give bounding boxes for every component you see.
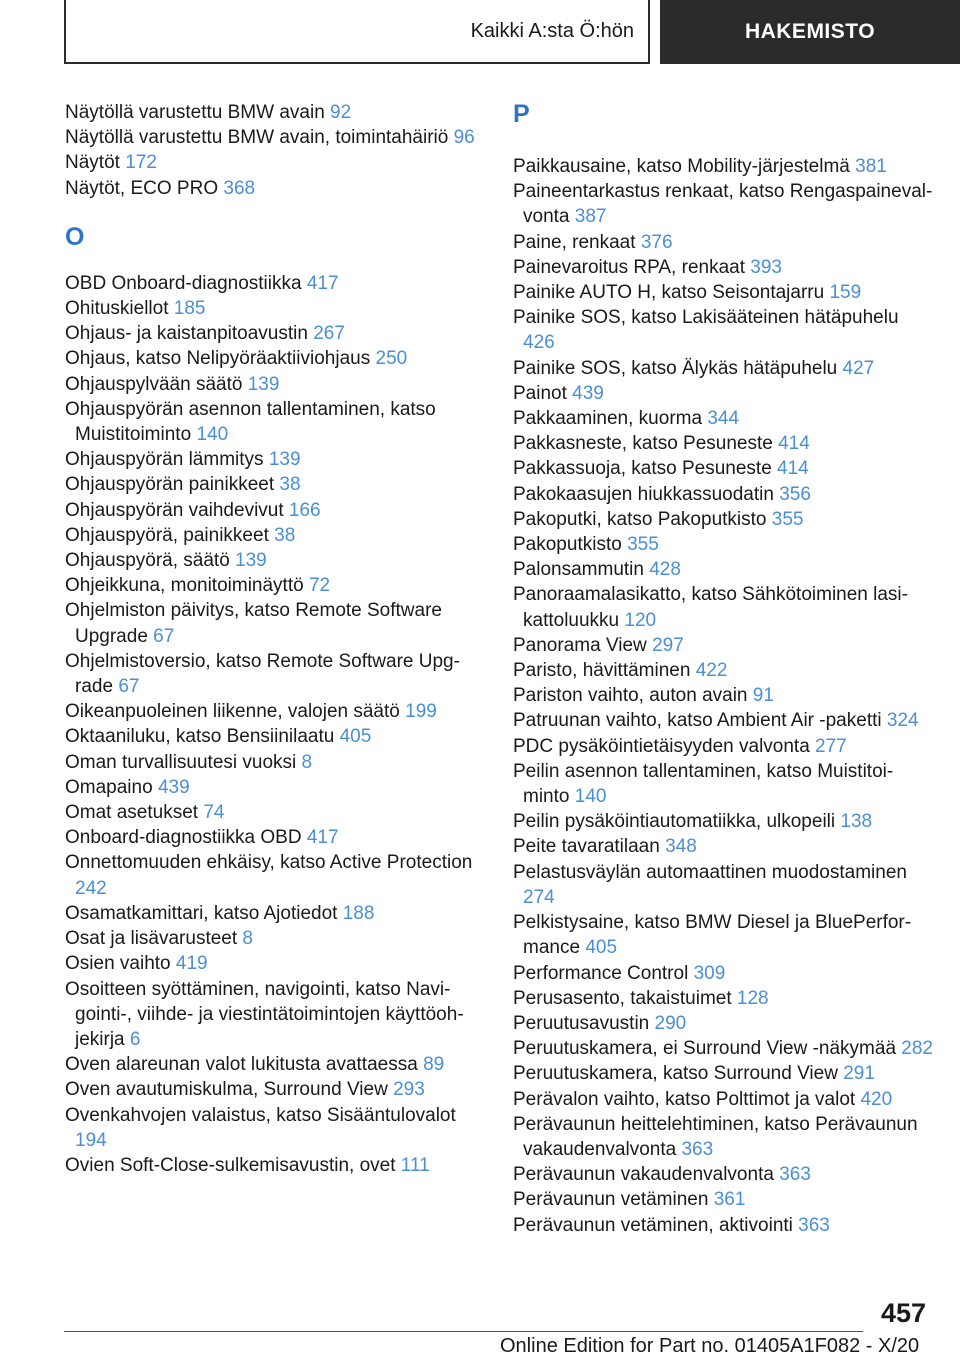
index-entry — [513, 154, 933, 179]
index-entry-text: Palonsammutin — [513, 559, 644, 581]
page-reference-link[interactable]: 91 — [752, 685, 774, 707]
index-entry — [65, 1153, 475, 1178]
page-reference-link[interactable]: 96 — [453, 127, 475, 149]
page-reference-link[interactable]: 139 — [268, 449, 301, 471]
page-reference-link[interactable]: 242 — [75, 877, 107, 899]
index-entry-text: Panorama View — [513, 634, 647, 656]
page-reference-link[interactable]: 355 — [771, 508, 804, 530]
index-group-n-continued — [65, 100, 475, 201]
index-entry-text: Onnettomuuden ehkäisy, katso Active Protection — [65, 852, 473, 874]
index-entry-text: Panoraamalasikatto, katso Sähkötoiminen lasikattoluukku — [513, 584, 908, 631]
page-reference-link[interactable]: 344 — [707, 408, 740, 430]
index-entry — [513, 1036, 933, 1061]
index-entry-text: Paine, renkaat — [513, 231, 636, 253]
index-column-right — [513, 100, 933, 1238]
index-entry-text: Ovenkahvojen valaistus, katso Sisääntulovalot — [65, 1104, 456, 1126]
index-entry — [513, 1112, 933, 1162]
index-entry-text: Performance Control — [513, 962, 689, 984]
index-entry-text: Painike SOS, katso Älykäs hätäpuhelu — [513, 357, 838, 379]
page-reference-link[interactable]: 120 — [624, 609, 657, 631]
page-reference-link[interactable]: 414 — [778, 433, 810, 455]
index-entry — [65, 346, 475, 371]
page-reference-link[interactable]: 140 — [574, 786, 607, 808]
page-reference-link[interactable]: 74 — [203, 802, 225, 824]
index-entry — [65, 649, 475, 699]
index-entry — [513, 507, 933, 532]
page-reference-link[interactable]: 309 — [693, 962, 726, 984]
index-entry-text: Painevaroitus RPA, renkaat — [513, 256, 745, 278]
index-entry-text: Paristo, hävittäminen — [513, 660, 691, 682]
page-reference-link[interactable]: 138 — [840, 811, 873, 833]
index-entry — [513, 406, 933, 431]
index-entry — [65, 472, 475, 497]
page-reference-link[interactable]: 420 — [860, 1088, 893, 1110]
page-reference-link[interactable]: 428 — [649, 559, 681, 581]
index-entry-text: Näytöt — [65, 152, 120, 174]
page-reference-link[interactable]: 368 — [223, 177, 256, 199]
index-entry-text: Patruunan vaihto, katso Ambient Air -paketti — [513, 710, 882, 732]
index-entry — [65, 296, 475, 321]
index-entry-text: Pakkaaminen, kuorma — [513, 408, 703, 430]
page-reference-link[interactable]: 293 — [393, 1079, 425, 1101]
index-entry-text: Ohjauspyörä, säätö — [65, 550, 230, 572]
page-reference-link[interactable]: 38 — [279, 474, 301, 496]
page-reference-link[interactable]: 297 — [652, 634, 684, 656]
index-entry-text: Pakoputki, katso Pakoputkisto — [513, 508, 767, 530]
page-reference-link[interactable]: 417 — [306, 272, 339, 294]
page-reference-link[interactable]: 439 — [572, 382, 604, 404]
section-letter-p: P — [513, 100, 530, 129]
index-entry-text: Omapaino — [65, 776, 153, 798]
index-entry-text: Pakkassuoja, katso Pesuneste — [513, 458, 772, 480]
index-entry — [513, 1187, 933, 1212]
index-entry-text: Ovien Soft-Close-sulkemisavustin, ovet — [65, 1154, 396, 1176]
index-entry — [513, 986, 933, 1011]
index-entry — [65, 498, 475, 523]
index-entry — [513, 683, 933, 708]
breadcrumb-tab[interactable] — [64, 0, 650, 64]
index-entry-text: Näytöt, ECO PRO — [65, 177, 219, 199]
index-entry-text: Ohjaus- ja kaistanpitoavustin — [65, 323, 308, 345]
index-entry — [513, 280, 933, 305]
page-reference-link[interactable]: 387 — [574, 206, 607, 228]
page-reference-link[interactable]: 250 — [375, 348, 408, 370]
page-reference-link[interactable]: 355 — [627, 534, 659, 556]
index-entry-text: Osat ja lisävarusteet — [65, 928, 238, 950]
page-reference-link[interactable]: 111 — [400, 1154, 430, 1176]
index-entry — [513, 1061, 933, 1086]
page-reference-link[interactable]: 422 — [695, 660, 728, 682]
index-entry — [513, 734, 933, 759]
index-entry-text: Ohjauspyörä, painikkeet — [65, 524, 269, 546]
page-reference-link[interactable]: 72 — [308, 575, 331, 597]
page-reference-link[interactable]: 194 — [75, 1129, 107, 1151]
page-reference-link[interactable]: 439 — [157, 776, 190, 798]
page-reference-link[interactable]: 274 — [523, 886, 555, 908]
index-entry — [65, 125, 475, 150]
index-entry-text: Oikeanpuoleinen liikenne, valojen säätö — [65, 701, 400, 723]
index-entry-text: Pakokaasujen hiukkassuodatin — [513, 483, 774, 505]
index-entry-text: Osoitteen syöttäminen, navigointi, katso Navigointi-, viihde- ja viestintätoimintojen käyttöohjekirja — [65, 978, 464, 1050]
index-entry — [513, 860, 933, 910]
index-entry-text: Oman turvallisuutesi vuoksi — [65, 751, 297, 773]
index-entry — [513, 356, 933, 381]
index-entry — [513, 582, 933, 632]
index-entry — [513, 961, 933, 986]
index-entry — [513, 658, 933, 683]
index-entry-text: Perävalon vaihto, katso Polttimot ja valot — [513, 1088, 856, 1110]
index-entry — [513, 1213, 933, 1238]
index-entry-text: Peilin asennon tallentaminen, katso Muistitoiminto — [513, 760, 894, 808]
page-reference-link[interactable]: 8 — [301, 751, 313, 773]
index-group-p — [513, 154, 933, 1238]
index-entry — [513, 1087, 933, 1112]
breadcrumb-label: Kaikki A:sta Ö:hön — [470, 19, 634, 42]
page-header — [0, 0, 960, 66]
index-column-left — [65, 100, 475, 1178]
index-entry — [65, 548, 475, 573]
index-entry — [65, 271, 475, 296]
page-reference-link[interactable]: 6 — [129, 1028, 141, 1050]
index-entry-text: Ohjaus, katso Nelipyöräaktiiviohjaus — [65, 348, 371, 370]
index-entry — [65, 724, 475, 749]
index-entry — [513, 834, 933, 859]
index-entry — [65, 850, 475, 900]
page-reference-link[interactable]: 361 — [713, 1189, 746, 1211]
index-entry — [513, 230, 933, 255]
page-reference-link[interactable]: 67 — [118, 676, 140, 698]
index-entry — [513, 431, 933, 456]
index-entry-text: Peruutuskamera, ei Surround View -näkymää — [513, 1038, 897, 1060]
index-entry-text: Ohjauspyörän asennon tallentaminen, katso Muistitoiminto — [65, 398, 436, 446]
index-entry-text: Painot — [513, 382, 567, 404]
index-entry — [513, 1162, 933, 1187]
page-reference-link[interactable]: 92 — [330, 102, 352, 123]
index-entry-text: Ohjeikkuna, monitoiminäyttö — [65, 575, 304, 597]
index-entry-text: Pelkistysaine, katso BMW Diesel ja BluePerformance — [513, 912, 912, 959]
page-reference-link[interactable]: 363 — [798, 1214, 830, 1236]
page-reference-link[interactable]: 405 — [585, 937, 618, 959]
index-entry — [65, 699, 475, 724]
index-entry — [65, 598, 475, 648]
index-entry — [65, 951, 475, 976]
index-entry — [513, 179, 933, 229]
page-number: 457 — [880, 1298, 926, 1328]
index-entry-text: Ohjelmiston päivitys, katso Remote Software Upgrade — [65, 600, 442, 647]
edition-footer: Online Edition for Part no. 01405A1F082 - X/20 — [500, 1335, 920, 1357]
index-entry-text: Ohjauspylvään säätö — [65, 373, 243, 395]
index-entry — [513, 708, 933, 733]
index-entry-text: OBD Onboard-diagnostiikka — [65, 272, 302, 294]
index-entry — [513, 305, 933, 355]
index-entry-text: Pelastusväylän automaattinen muodostaminen — [513, 861, 907, 883]
index-entry — [65, 1052, 475, 1077]
index-entry — [65, 977, 475, 1053]
section-letter-o: O — [65, 223, 85, 252]
page-reference-link[interactable]: 128 — [736, 987, 769, 1009]
page-reference-link[interactable]: 363 — [681, 1138, 714, 1160]
page-reference-link[interactable]: 291 — [843, 1063, 875, 1085]
footer-divider — [64, 1331, 863, 1332]
page-reference-link[interactable]: 417 — [306, 827, 339, 849]
page-reference-link[interactable]: 348 — [665, 836, 697, 858]
index-entry-text: Pariston vaihto, auton avain — [513, 685, 748, 707]
index-entry — [513, 532, 933, 557]
index-entry — [65, 397, 475, 447]
index-entry — [513, 759, 933, 809]
index-entry-text: Paineentarkastus renkaat, katso Rengaspainevalvonta — [513, 181, 933, 228]
index-entry — [513, 482, 933, 507]
index-entry-text: Ohjauspyörän vaihdevivut — [65, 499, 284, 521]
index-entry-text: Oven alareunan valot lukitusta avattaessa — [65, 1054, 418, 1076]
page-reference-link[interactable]: 140 — [196, 424, 229, 446]
index-entry — [513, 633, 933, 658]
index-entry-text: Perävaunun vakaudenvalvonta — [513, 1164, 774, 1186]
index-entry — [65, 926, 475, 951]
index-entry-text: Pakoputkisto — [513, 534, 622, 556]
index-entry-text: Osamatkamittari, katso Ajotiedot — [65, 902, 338, 924]
page-reference-link[interactable]: 363 — [779, 1164, 811, 1186]
section-tab[interactable] — [660, 0, 960, 64]
index-entry-text: Ohjauspyörän lämmitys — [65, 449, 264, 471]
index-entry — [513, 456, 933, 481]
index-entry — [65, 825, 475, 850]
page-reference-link[interactable]: 199 — [405, 701, 437, 723]
page-reference-link[interactable]: 166 — [288, 499, 321, 521]
page-reference-link[interactable]: 172 — [125, 152, 157, 174]
index-entry — [513, 557, 933, 582]
index-entry — [65, 523, 475, 548]
page-reference-link[interactable]: 427 — [842, 357, 875, 379]
index-entry-text: Painike SOS, katso Lakisääteinen hätäpuhelu — [513, 307, 899, 329]
index-entry — [65, 1077, 475, 1102]
index-entry — [65, 800, 475, 825]
index-entry — [65, 176, 475, 201]
index-entry-text: Painike AUTO H, katso Seisontajarru — [513, 282, 825, 304]
index-entry — [65, 150, 475, 175]
page-reference-link[interactable]: 267 — [313, 323, 345, 345]
page-reference-link[interactable]: 419 — [175, 953, 208, 975]
page-reference-link[interactable]: 290 — [654, 1012, 687, 1034]
index-entry-text: Oktaaniluku, katso Bensiinilaatu — [65, 726, 335, 748]
page-reference-link[interactable]: 185 — [173, 298, 206, 320]
index-entry-text: Oven avautumiskulma, Surround View — [65, 1079, 388, 1101]
page-reference-link[interactable]: 376 — [640, 231, 673, 253]
page-reference-link[interactable]: 159 — [829, 282, 862, 304]
section-tab-label: HAKEMISTO — [744, 20, 876, 43]
index-entry-text: Osien vaihto — [65, 953, 171, 975]
index-entry-text: Ohjauspyörän painikkeet — [65, 474, 275, 496]
index-entry-text: Ohituskiellot — [65, 298, 169, 320]
index-entry-text: Perävaunun heittelehtiminen, katso Perävaunun vakaudenvalvonta — [513, 1113, 918, 1160]
page-reference-link[interactable]: 8 — [242, 928, 253, 950]
index-entry — [513, 255, 933, 280]
index-entry-text: Perävaunun vetäminen — [513, 1189, 709, 1211]
index-entry-text: Peruutuskamera, katso Surround View — [513, 1063, 838, 1085]
index-entry — [65, 901, 475, 926]
index-entry-text: Paikkausaine, katso Mobility-järjestelmä — [513, 156, 850, 177]
index-entry-text: Näytöllä varustettu BMW avain — [65, 102, 325, 123]
index-entry-text: Peruutusavustin — [513, 1012, 650, 1034]
index-entry — [65, 321, 475, 346]
index-entry — [513, 809, 933, 834]
index-entry-text: Näytöllä varustettu BMW avain, toimintahäiriö — [65, 127, 449, 149]
index-entry — [513, 1011, 933, 1036]
index-entry — [65, 447, 475, 472]
index-entry-text: Peite tavaratilaan — [513, 836, 660, 858]
page-reference-link[interactable]: 188 — [342, 902, 375, 924]
index-entry — [65, 750, 475, 775]
index-entry-text: Perusasento, takaistuimet — [513, 987, 732, 1009]
index-entry — [65, 775, 475, 800]
page-reference-link[interactable]: 38 — [274, 524, 296, 546]
index-entry-text: Perävaunun vetäminen, aktivointi — [513, 1214, 793, 1236]
page-reference-link[interactable]: 139 — [235, 550, 267, 572]
page-reference-link[interactable]: 381 — [855, 156, 887, 177]
page-reference-link[interactable]: 393 — [750, 256, 782, 278]
index-entry-text: Pakkasneste, katso Pesuneste — [513, 433, 773, 455]
page-reference-link[interactable]: 89 — [423, 1054, 445, 1076]
index-group-o — [65, 271, 475, 1178]
index-entry-text: Omat asetukset — [65, 802, 199, 824]
index-entry-text: Onboard-diagnostiikka OBD — [65, 827, 302, 849]
index-entry — [65, 1103, 475, 1153]
index-entry-text: Ohjelmistoversio, katso Remote Software Upgrade — [65, 650, 460, 698]
page-reference-link[interactable]: 282 — [901, 1038, 933, 1060]
index-entry — [65, 573, 475, 598]
page-reference-link[interactable]: 405 — [339, 726, 372, 748]
index-entry — [513, 381, 933, 406]
page-reference-link[interactable]: 324 — [886, 710, 919, 732]
page-reference-link[interactable]: 67 — [153, 625, 175, 647]
index-entry — [65, 372, 475, 397]
page-reference-link[interactable]: 356 — [779, 483, 811, 505]
index-entry — [513, 910, 933, 960]
index-entry — [65, 100, 475, 125]
page-reference-link[interactable]: 139 — [247, 373, 280, 395]
page-reference-link[interactable]: 426 — [523, 332, 555, 354]
page-reference-link[interactable]: 414 — [777, 458, 809, 480]
index-entry-text: Peilin pysäköintiautomatiikka, ulkopeili — [513, 811, 836, 833]
index-entry-text: PDC pysäköintietäisyyden valvonta — [513, 735, 810, 757]
page-reference-link[interactable]: 277 — [815, 735, 847, 757]
